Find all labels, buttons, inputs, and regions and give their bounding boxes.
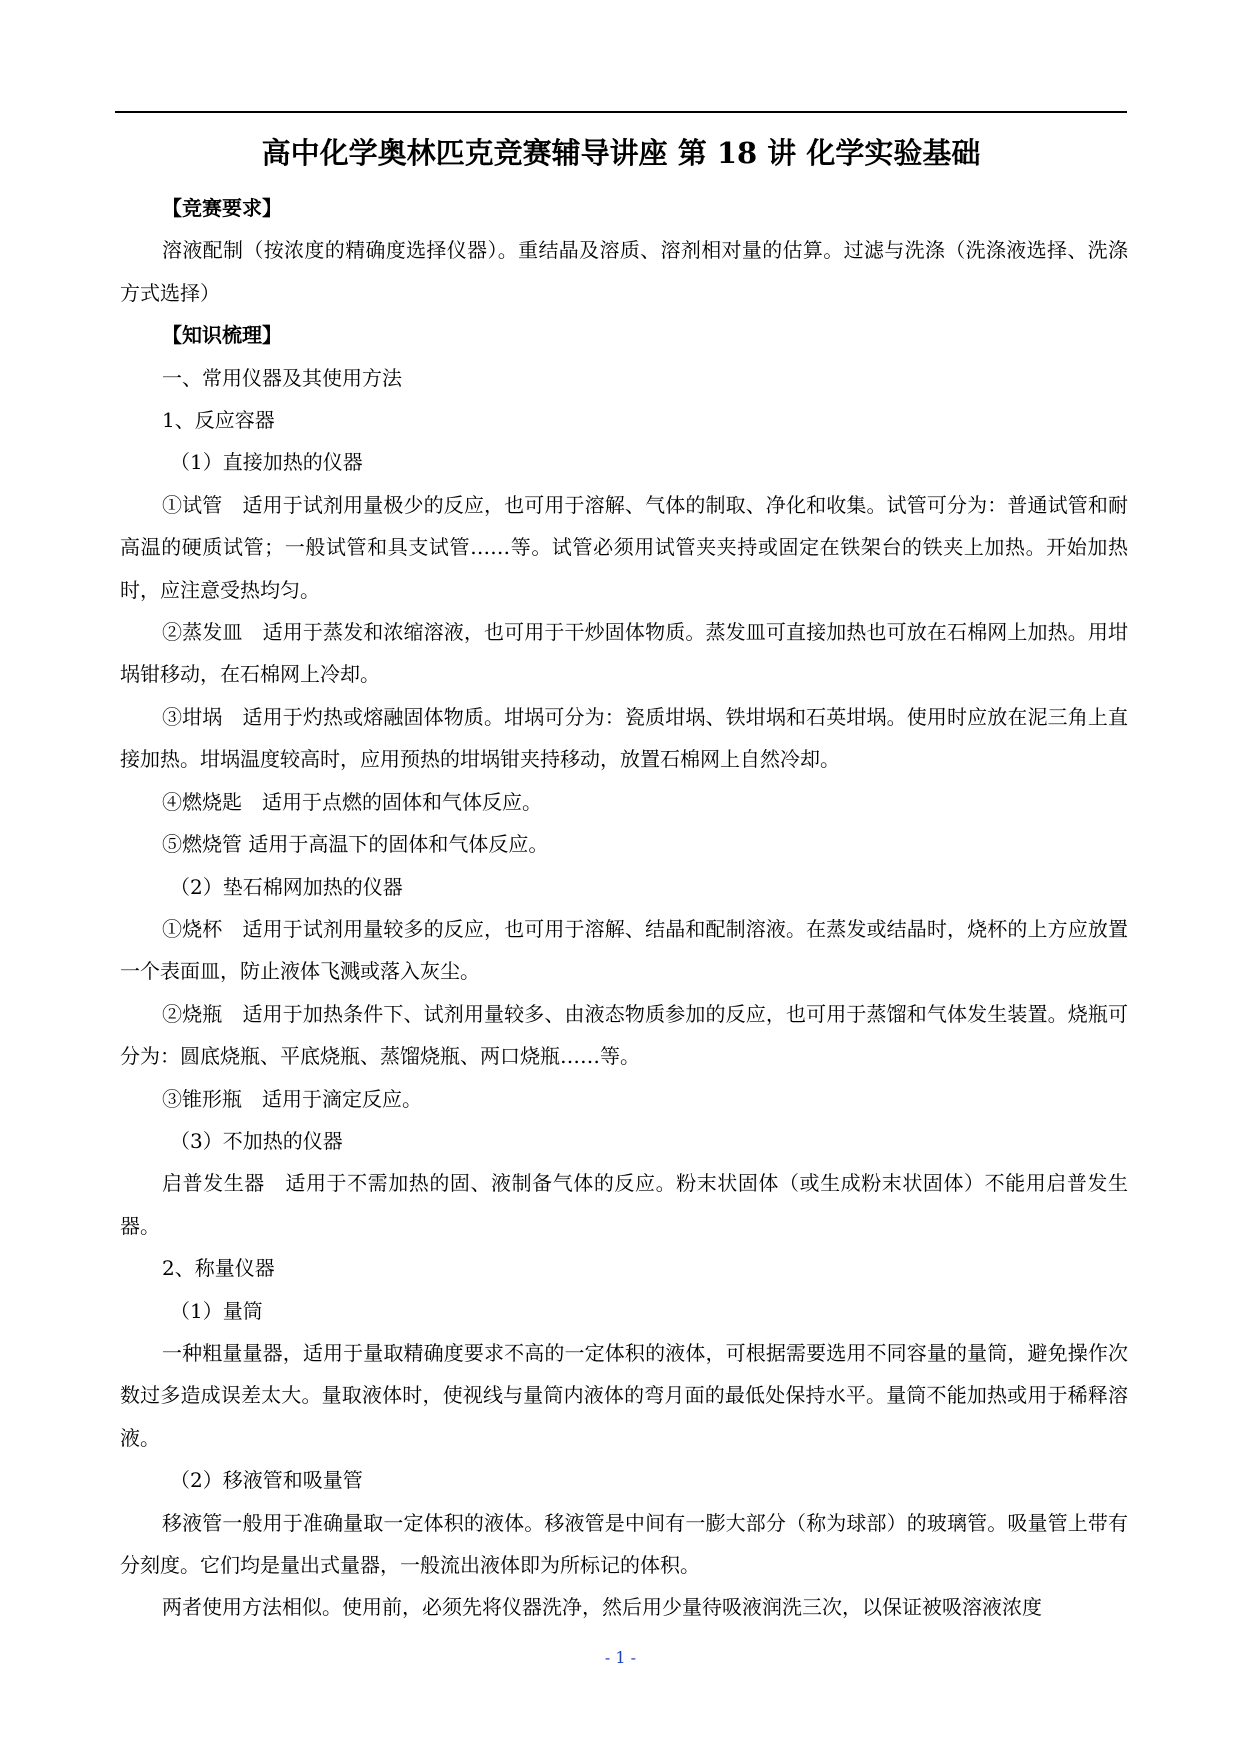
- paragraph: 1、反应容器: [162, 408, 275, 433]
- section-heading: 【竞赛要求】: [162, 196, 282, 220]
- paragraph: 两者使用方法相似。使用前，必须先将仪器洗净，然后用少量待吸液润洗三次，以保证被吸溶液浓度: [162, 1595, 1042, 1620]
- paragraph: ①烧杯 适用于试剂用量较多的反应，也可用于溶解、结晶和配制溶液。在蒸发或结晶时，烧杯的上方应放置一个表面皿，防止液体飞溅或落入灰尘。: [120, 916, 1128, 984]
- paragraph: ②蒸发皿 适用于蒸发和浓缩溶液，也可用于干炒固体物质。蒸发皿可直接加热也可放在石棉网上加热。用坩埚钳移动，在石棉网上冷却。: [120, 620, 1128, 687]
- document-body: [120, 187, 1128, 1629]
- paragraph: 启普发生器 适用于不需加热的固、液制备气体的反应。粉末状固体（或生成粉末状固体）不能用启普发生器。: [120, 1171, 1128, 1238]
- paragraph: ①试管 适用于试剂用量极少的反应，也可用于溶解、气体的制取、净化和收集。试管可分为：普通试管和耐高温的硬质试管；一般试管和具支试管……等。试管必须用试管夹夹持或固定在铁架台的铁夹上加热。开始加热时，应注意受热均匀。: [120, 492, 1128, 602]
- paragraph: 溶液配制（按浓度的精确度选择仪器）。重结晶及溶质、溶剂相对量的估算。过滤与洗涤（洗涤液选择、洗涤方式选择）: [120, 238, 1128, 305]
- section-heading: 【知识梳理】: [162, 323, 282, 348]
- paragraph: ③锥形瓶 适用于滴定反应。: [162, 1086, 422, 1111]
- paragraph: 2、称量仪器: [162, 1256, 275, 1281]
- paragraph: （1）量筒: [170, 1298, 263, 1323]
- paragraph: （3）不加热的仪器: [170, 1128, 343, 1153]
- paragraph: 一、常用仪器及其使用方法: [162, 365, 402, 390]
- paragraph: 一种粗量量器，适用于量取精确度要求不高的一定体积的液体，可根据需要选用不同容量的量筒，避免操作次数过多造成误差太大。量取液体时，使视线与量筒内液体的弯月面的最低处保持水平。量筒不能加热或用于稀释溶液。: [120, 1340, 1128, 1450]
- paragraph: 移液管一般用于准确量取一定体积的液体。移液管是中间有一膨大部分（称为球部）的玻璃管。吸量管上带有分刻度。它们均是量出式量器，一般流出液体即为所标记的体积。: [120, 1510, 1128, 1577]
- paragraph: ②烧瓶 适用于加热条件下、试剂用量较多、由液态物质参加的反应，也可用于蒸馏和气体发生装置。烧瓶可分为：圆底烧瓶、平底烧瓶、蒸馏烧瓶、两口烧瓶……等。: [120, 1001, 1128, 1069]
- paragraph: ⑤燃烧管 适用于高温下的固体和气体反应。: [162, 832, 549, 857]
- paragraph: ④燃烧匙 适用于点燃的固体和气体反应。: [162, 789, 542, 814]
- page-title: 高中化学奥林匹克竞赛辅导讲座 第 18 讲 化学实验基础: [261, 136, 981, 170]
- paragraph: （1）直接加热的仪器: [170, 450, 363, 475]
- page-number: - 1 -: [604, 1648, 637, 1667]
- paragraph: （2）垫石棉网加热的仪器: [170, 874, 403, 899]
- paragraph: ③坩埚 适用于灼热或熔融固体物质。坩埚可分为：瓷质坩埚、铁坩埚和石英坩埚。使用时应放在泥三角上直接加热。坩埚温度较高时，应用预热的坩埚钳夹持移动，放置石棉网上自然冷却。: [120, 704, 1128, 772]
- paragraph: （2）移液管和吸量管: [170, 1468, 363, 1493]
- header-rule: [115, 111, 1127, 113]
